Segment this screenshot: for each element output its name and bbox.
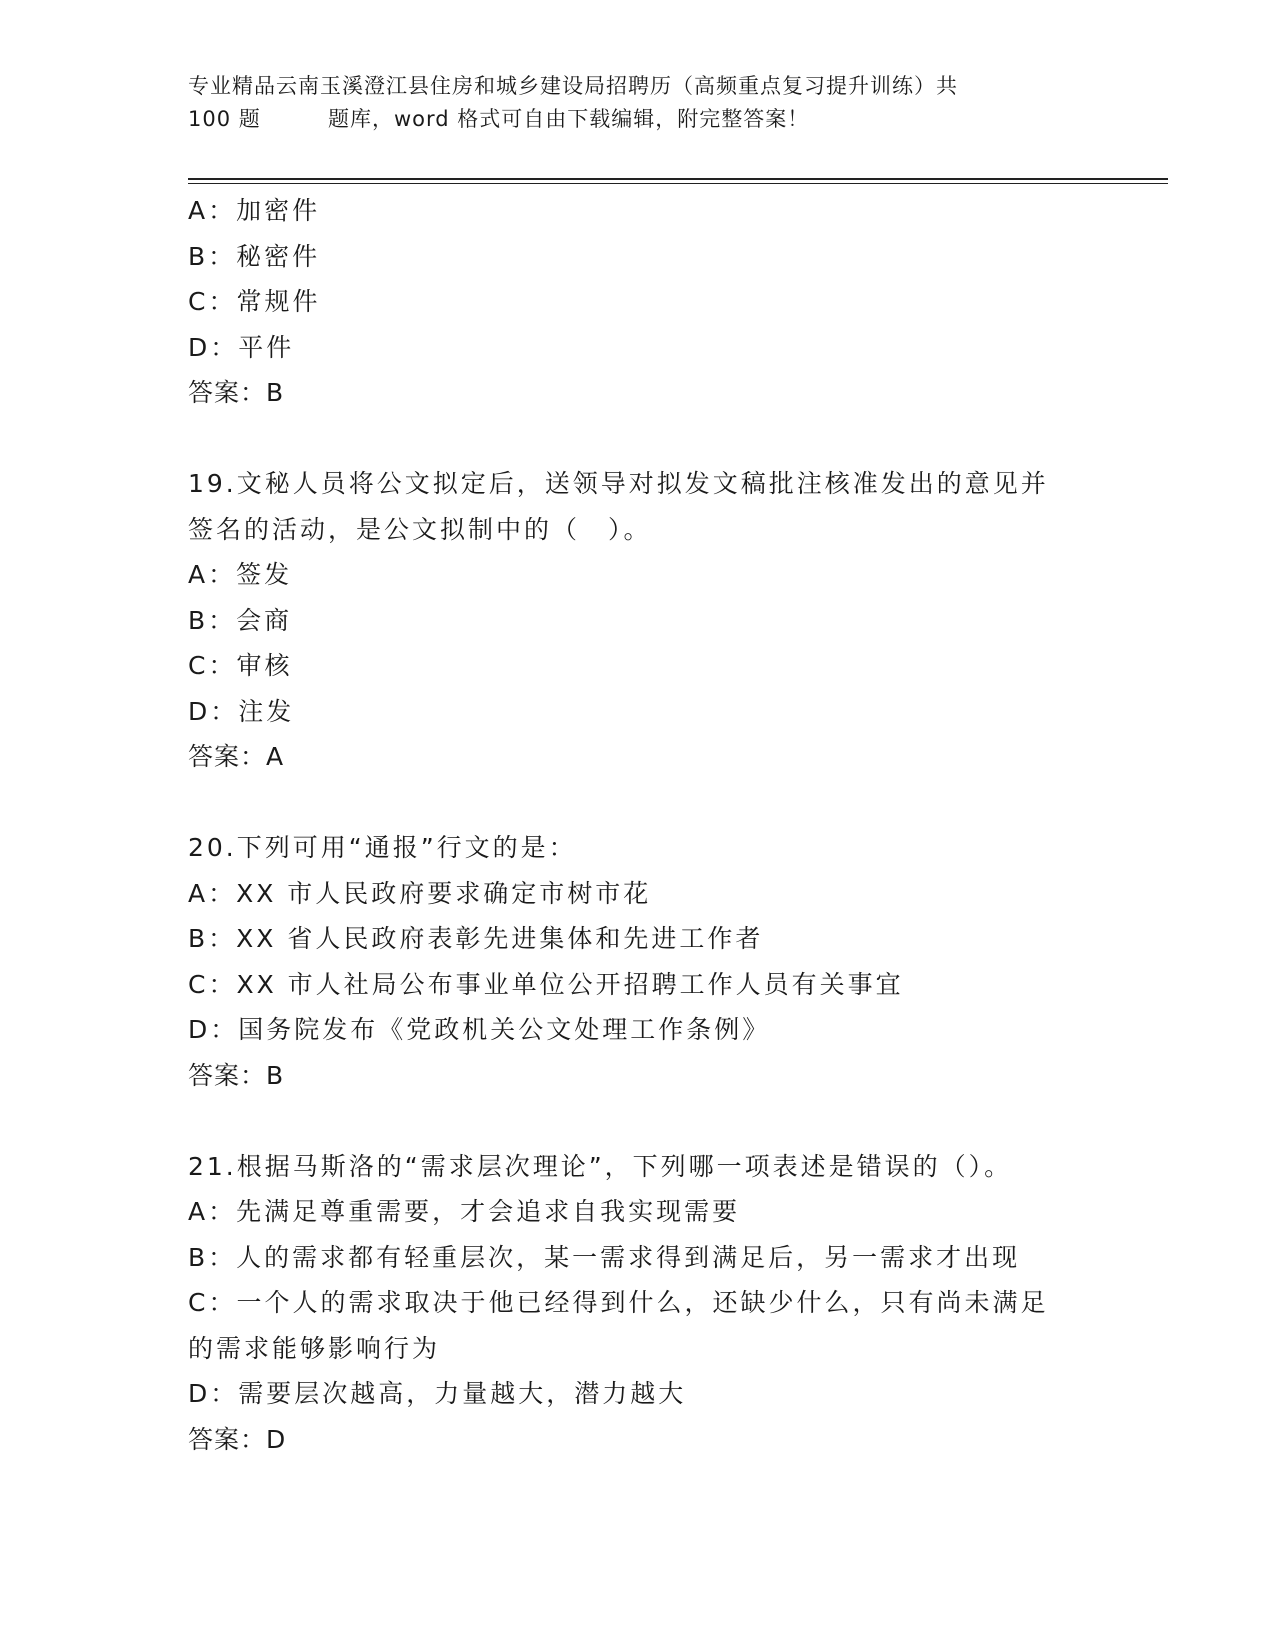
spacer <box>188 1098 1148 1144</box>
option-b: B：XX 省人民政府表彰先进集体和先进工作者 <box>188 924 764 953</box>
option-b: B：会商 <box>188 605 293 635</box>
option-a: A：先满足尊重需要，才会追求自我实现需要 <box>188 1197 741 1226</box>
double-rule <box>188 178 1168 184</box>
option-d: D：注发 <box>188 696 295 726</box>
option-a: A：XX 市人民政府要求确定市树市花 <box>188 878 652 908</box>
question-18-block <box>188 188 1148 416</box>
spacer <box>188 416 1148 462</box>
header-divider <box>188 178 1168 184</box>
answer: 答案：A <box>188 742 285 771</box>
answer: 答案：B <box>188 1060 285 1090</box>
question-21-block <box>188 1144 1148 1463</box>
option-a: A：加密件 <box>188 196 321 225</box>
spacer <box>188 780 1148 826</box>
question-stem: 20.下列可用“通报”行文的是： <box>188 833 577 862</box>
answer: 答案：D <box>188 1424 287 1454</box>
question-19-block <box>188 461 1148 780</box>
question-stem-continued: 签名的活动，是公文拟制中的（ ）。 <box>188 514 652 544</box>
header-title-line2 <box>188 103 1168 136</box>
document-header <box>188 70 1168 136</box>
option-c-continued: 的需求能够影响行为 <box>188 1333 441 1363</box>
option-a: A：签发 <box>188 560 293 589</box>
option-c: C：审核 <box>188 651 293 680</box>
document-body <box>188 188 1148 1462</box>
header-title-line1: 专业精品云南玉溪澄江县住房和城乡建设局招聘历（高频重点复习提升训练）共 <box>188 74 958 98</box>
option-d: D：国务院发布《党政机关公文处理工作条例》 <box>188 1015 771 1044</box>
option-d: D：需要层次越高，力量越大，潜力越大 <box>188 1379 687 1408</box>
option-c: C：XX 市人社局公布事业单位公开招聘工作人员有关事宜 <box>188 969 904 999</box>
question-20-block <box>188 825 1148 1098</box>
option-b: B：人的需求都有轻重层次，某一需求得到满足后，另一需求才出现 <box>188 1242 1021 1272</box>
option-b: B：秘密件 <box>188 241 321 271</box>
option-d: D：平件 <box>188 332 295 362</box>
question-stem: 21.根据马斯洛的“需求层次理论”，下列哪一项表述是错误的（）。 <box>188 1151 1013 1181</box>
answer: 答案：B <box>188 378 285 407</box>
option-c: C：常规件 <box>188 287 321 316</box>
header-question-count: 100 题 <box>188 107 261 131</box>
question-stem: 19.文秘人员将公文拟定后，送领导对拟发文稿批注核准发出的意见并 <box>188 469 1049 498</box>
option-c: C：一个人的需求取决于他已经得到什么，还缺少什么，只有尚未满足 <box>188 1288 1049 1317</box>
header-description: 题库，word 格式可自由下载编辑，附完整答案！ <box>328 107 810 131</box>
